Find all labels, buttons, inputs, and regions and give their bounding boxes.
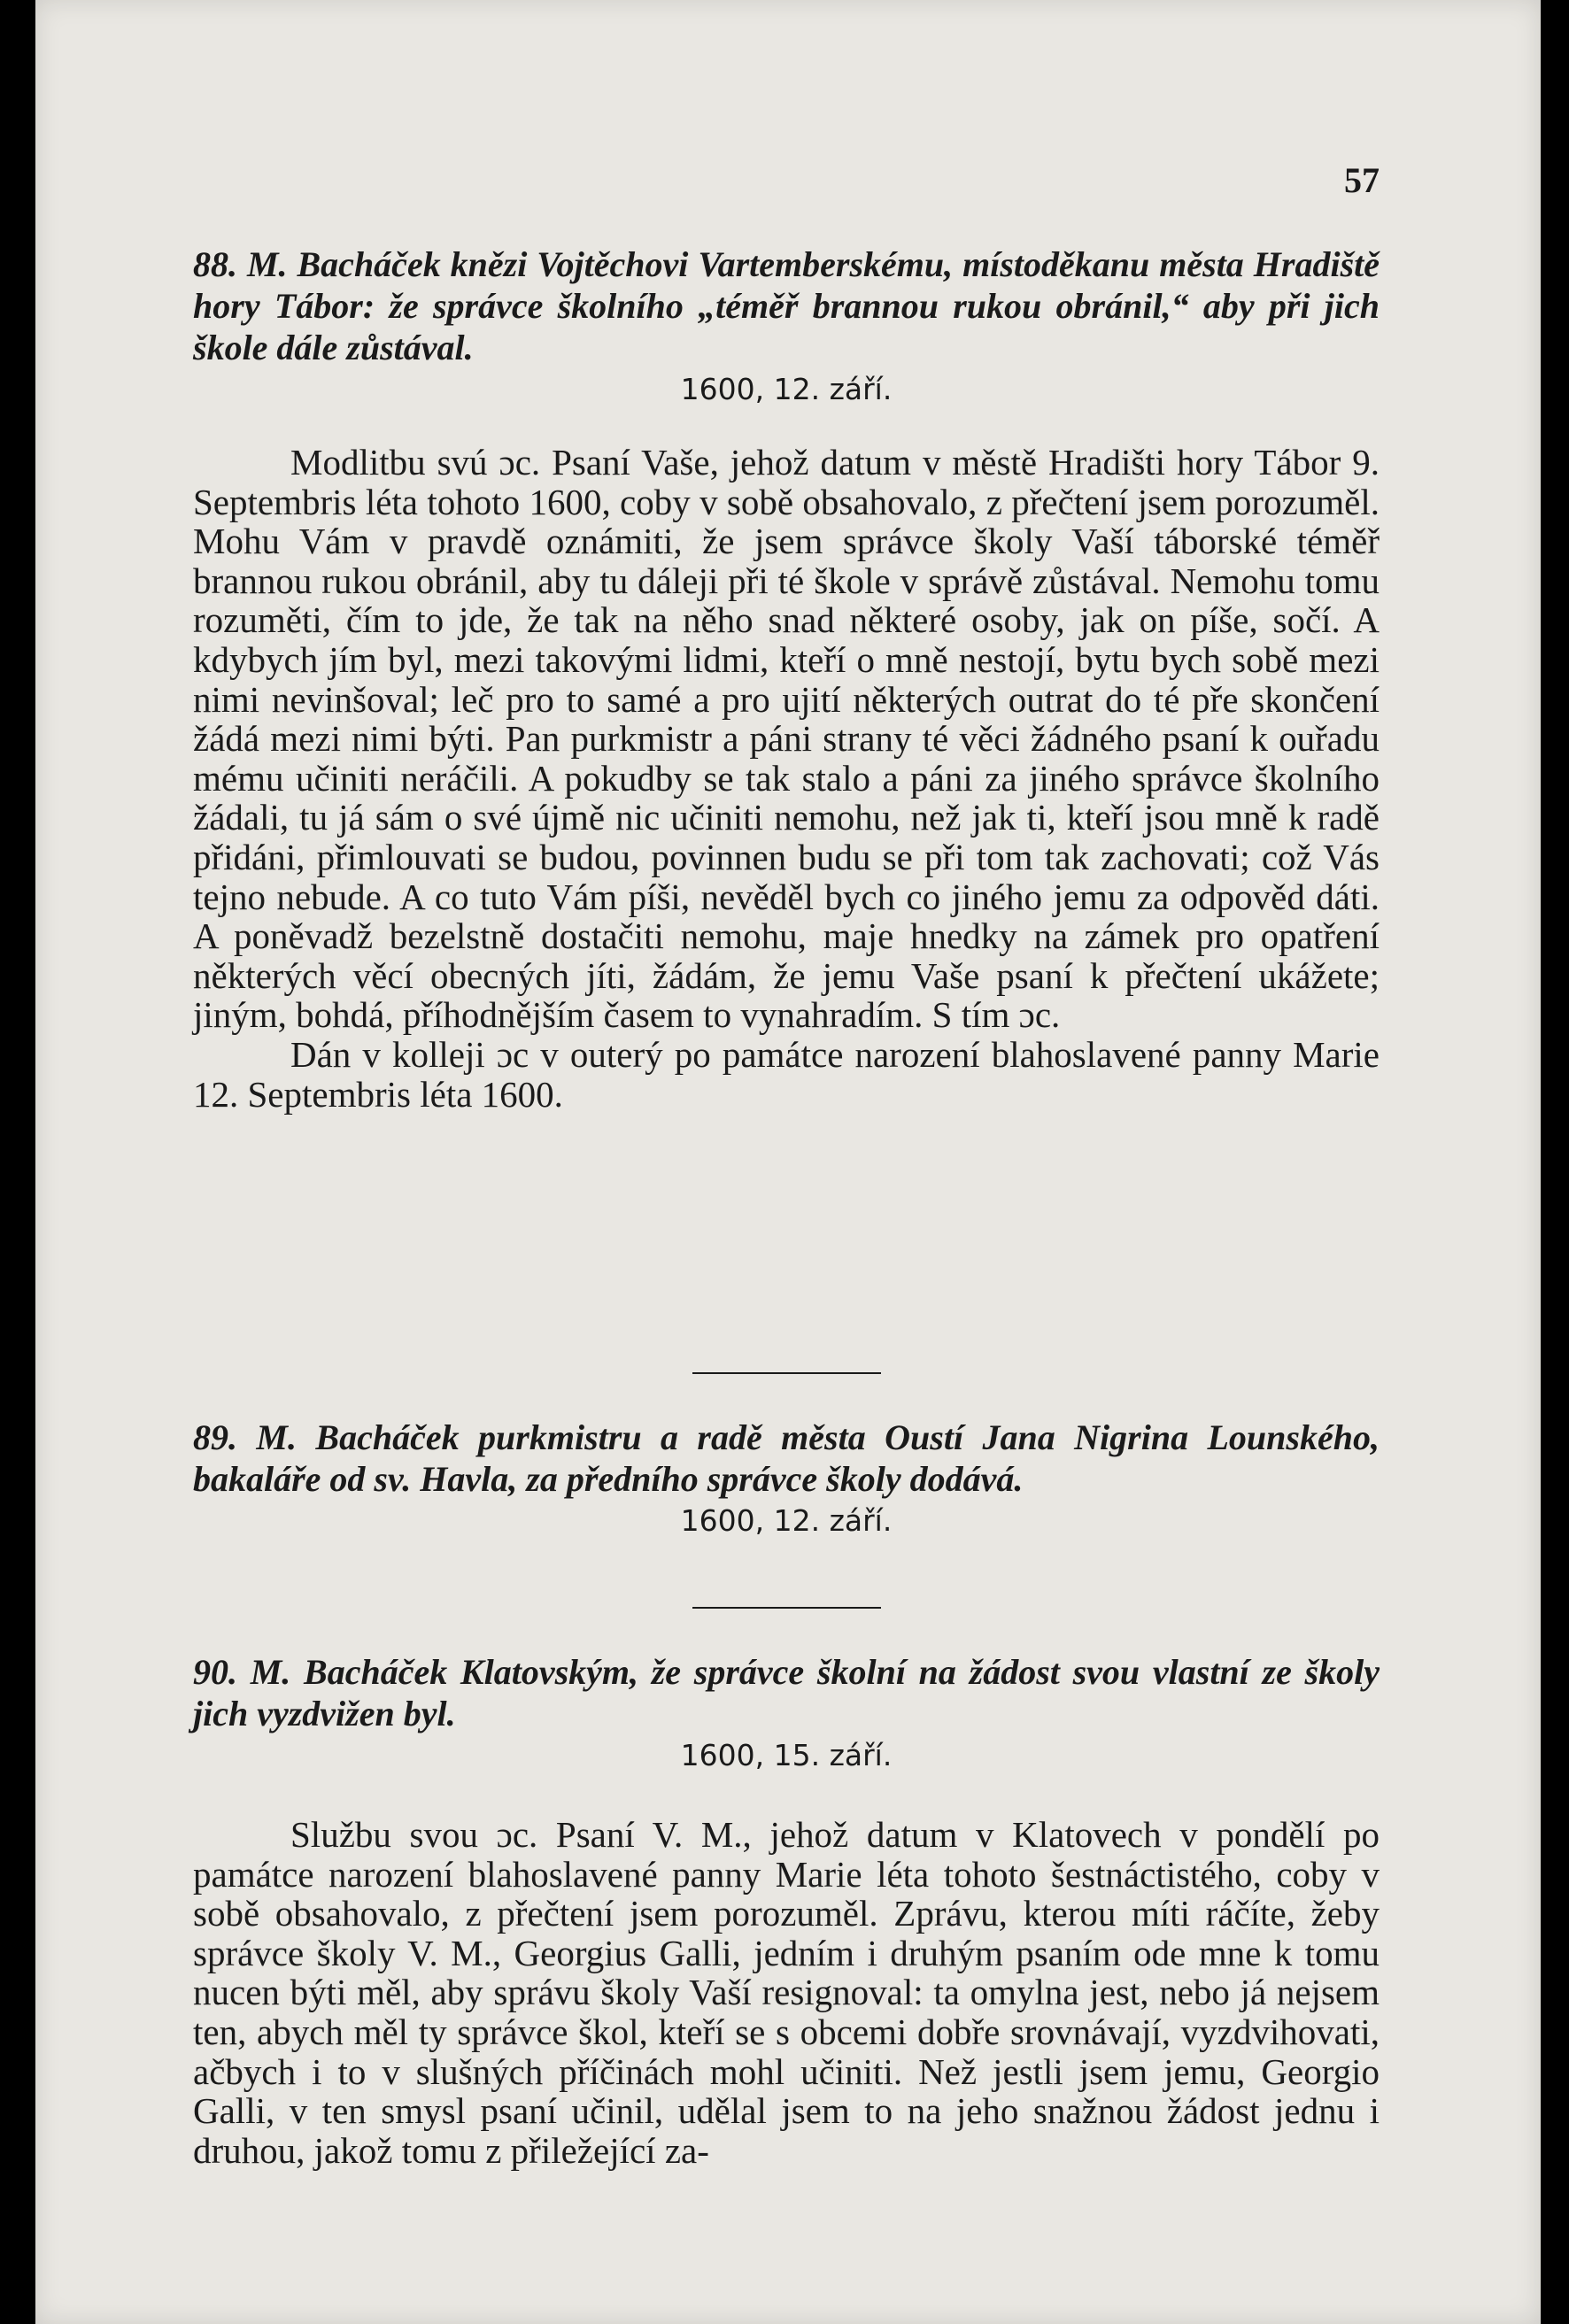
paragraph: Službu svou ɔc. Psaní V. M., jehož datum v Klatovech v pondělí po památce narození blahoslavené panny Marie léta tohoto šestnáctistého, coby v sobě obsahovalo, z přečtení jsem porozuměl. Zprávu, kterou míti ráčíte, žeby správce školy V. M., Georgius Galli, jedním i druhým psaním ode mne k tomu nucen býti měl, aby správu školy Vaší resignoval: ta omylna jest, nebo já nejsem ten, abych měl ty správce škol, kteří se s obcemi dobře srovnávají, vyzdvihovati, ačbych i to v slušných příčinách mohl učiniti. Než jestli jsem jemu, Georgio Galli, v ten smysl psaní učinil, udělal jsem to na jeho snažnou žádost jednu i druhou, jakož tomu z přiležející za- [193, 1814, 1380, 2171]
section-divider [193, 1607, 1380, 1609]
paragraph: Modlitbu svú ɔc. Psaní Vaše, jehož datum v městě Hradišti hory Tábor 9. Septembris léta tohoto 1600, coby v sobě obsahovalo, z přečtení jsem porozuměl. Mohu Vám v pravdě oznámiti, že jsem správce školy Vaší táborské téměř brannou rukou obránil, aby tu dáleji při té škole v správě zůstával. Nemohu tomu rozuměti, čím to jde, že tak na něho snad některé osoby, jak on píše, sočí. A kdybych jím byl, mezi takovými lidmi, kteří o mně nestojí, bytu bych sobě mezi nimi nevinšoval; leč pro to samé a pro ujití některých outrat do té pře skončení žádá mezi nimi býti. Pan purkmistr a páni strany té věci žádného psaní k ouřadu mému učiniti neráčili. A pokudby se tak stalo a páni za jiného správce školního žádali, tu já sám o své újmě nic učiniti nemohu, než jak ti, kteří jsou mně k radě přidáni, přimlouvati se budou, povinnen budu se při tom tak zachovati; což Vás tejno nebude. A co tuto Vám píši, nevěděl bych co jiného jemu za odpověd dáti. A poněvadž bezelstně dostačiti nemohu, maje hnedky na zámek pro opatření některých věcí obecných jíti, žádám, že jemu Vaše psaní k přečtení ukážete; jiným, bohdá, příhodnějším časem to vynahradím. S tím ɔc. [193, 442, 1380, 1036]
letter-date: 1600, 12. září. [680, 1503, 893, 1538]
letter-date: 1600, 15. září. [680, 1738, 893, 1772]
book-page [35, 0, 1541, 2324]
letter-88-body [193, 443, 1380, 1114]
page-number: 57 [1344, 160, 1380, 200]
letter-header: 88. M. Bacháček knězi Vojtěchovi Vartemberskému, místoděkanu města Hradiště hory Tábor: že správce školního „téměř brannou rukou obránil,“ aby při jich škole dále zůstával. [193, 244, 1380, 367]
section-divider [193, 1372, 1380, 1374]
paragraph: Dán v kolleji ɔc v outerý po památce narození blahoslavené panny Marie 12. Septembris léta 1600. [193, 1033, 1380, 1115]
letter-89-heading [193, 1417, 1380, 1540]
letter-header: 89. M. Bacháček purkmistru a radě města Oustí Jana Nigrina Lounského, bakaláře od sv. Havla, za předního správce školy dodává. [193, 1417, 1380, 1499]
letter-90-body [193, 1815, 1380, 2170]
letter-header: 90. M. Bacháček Klatovským, že správce školní na žádost svou vlastní ze školy jich vyzdvižen byl. [193, 1652, 1380, 1733]
letter-90-heading [193, 1651, 1380, 1775]
letter-88-heading [193, 243, 1380, 409]
letter-date: 1600, 12. září. [680, 372, 893, 406]
